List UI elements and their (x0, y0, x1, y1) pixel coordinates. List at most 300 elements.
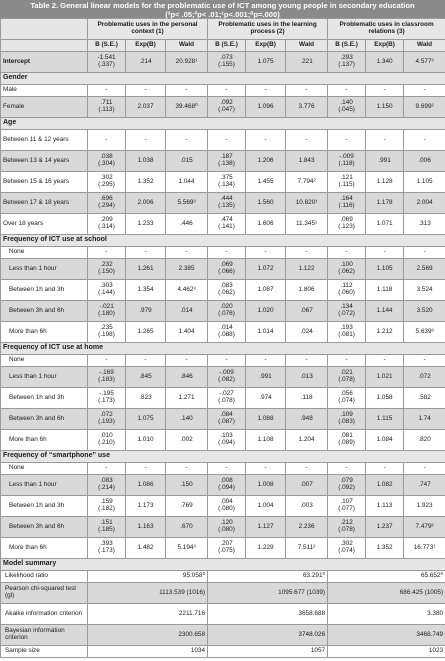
table-row (1, 388, 445, 409)
table-cell: - (88, 85, 126, 97)
table-cell: .991 (366, 151, 404, 172)
header-column: Wald (166, 40, 208, 52)
summary-value: 1095.677 (1039) (208, 583, 328, 604)
title-line-1: Table 2. General linear models for the problematic use of ICT among young people in secondary education (30, 1, 415, 10)
row-label: Between 1h and 3h (1, 496, 88, 517)
table-cell: 1.163 (126, 517, 166, 538)
row-label: Between 17 & 18 years (1, 193, 88, 214)
section-row (1, 559, 445, 571)
table-cell: 1.212 (366, 322, 404, 343)
row-label: More than 6h (1, 538, 88, 559)
header-empty-cell (1, 40, 88, 52)
table-cell: .212 (.078) (328, 517, 366, 538)
table-cell: .083 (.062) (208, 280, 246, 301)
section-row (1, 235, 445, 247)
header-column: B (S.E.) (88, 40, 126, 52)
table-cell: .823 (126, 388, 166, 409)
header-column: Wald (286, 40, 328, 52)
table-cell: 3.524 (404, 280, 445, 301)
table-cell: 2.236 (286, 517, 328, 538)
table-cell: .083 (.214) (88, 475, 126, 496)
table-cell: .010 (.210) (88, 430, 126, 451)
row-label: Likelihood ratio (1, 571, 88, 583)
table-cell: - (286, 355, 328, 367)
table-cell: - (328, 355, 366, 367)
table-cell: .979 (126, 301, 166, 322)
table-cell: .134 (.072) (328, 301, 366, 322)
table-cell: - (246, 355, 286, 367)
row-label: Akaike information criterion (1, 604, 88, 625)
header-column-row (1, 40, 445, 52)
table-cell: - (286, 85, 328, 97)
section-label: Frequency of ICT use at school (1, 235, 445, 247)
header-group-3: Problematic uses in classroom relations (3) (328, 19, 445, 40)
table-cell: .008 (.094) (208, 475, 246, 496)
table-cell: .014 (166, 301, 208, 322)
summary-value: 1113.539 (1016) (88, 583, 208, 604)
table-cell: 1.229 (246, 538, 286, 559)
table-cell: 2.006 (126, 193, 166, 214)
summary-row (1, 625, 445, 646)
table-cell: .393 (.173) (88, 538, 126, 559)
section-row (1, 118, 445, 130)
table-cell: - (88, 355, 126, 367)
table-cell: .820 (404, 430, 445, 451)
table-cell: .235 (.198) (88, 322, 126, 343)
table-cell: .159 (.182) (88, 496, 126, 517)
table-cell: .007 (286, 475, 328, 496)
header-group-2: Problematic uses in the learning process (2) (208, 19, 328, 40)
row-label: Less than 1 hour (1, 367, 88, 388)
header-column: Exp(B) (366, 40, 404, 52)
table-cell: .444 (.135) (208, 193, 246, 214)
section-row (1, 451, 445, 463)
table-row (1, 409, 445, 430)
table-cell: - (208, 130, 246, 151)
table-cell: 39.468⁰ (166, 97, 208, 118)
table-cell: 5.569³ (166, 193, 208, 214)
table-cell: .140 (166, 409, 208, 430)
table-row (1, 517, 445, 538)
table-cell: 1.038 (126, 151, 166, 172)
row-label: Between 15 & 16 years (1, 172, 88, 193)
table-cell: -.009 (.118) (328, 151, 366, 172)
section-label: Gender (1, 73, 445, 85)
summary-value: 3658.688 (208, 604, 328, 625)
table-cell: - (328, 85, 366, 97)
summary-value: 3748.026 (208, 625, 328, 646)
table-cell: .024 (286, 322, 328, 343)
table-cell: 1.923 (404, 496, 445, 517)
row-label: Male (1, 85, 88, 97)
header-column: Wald (404, 40, 445, 52)
table-cell: 1.354 (126, 280, 166, 301)
table-cell: 1.204 (286, 430, 328, 451)
table-row (1, 259, 445, 280)
table-cell: 9.699² (404, 97, 445, 118)
table-cell: .100 (.062) (328, 259, 366, 280)
table-cell: 1.482 (126, 538, 166, 559)
table-cell: 1.404 (166, 322, 208, 343)
table-cell: .079 (.092) (328, 475, 366, 496)
table-cell: 1.088 (246, 409, 286, 430)
table-cell: 1.071 (366, 214, 404, 235)
table-cell: - (88, 130, 126, 151)
table-cell: 3.776 (286, 97, 328, 118)
table-cell: .004 (.080) (208, 496, 246, 517)
table-cell: - (404, 247, 445, 259)
table-cell: .056 (.074) (328, 388, 366, 409)
table-cell: .302 (.074) (328, 538, 366, 559)
table-cell: .769 (166, 496, 208, 517)
table-cell: .021 (.078) (328, 367, 366, 388)
summary-value: 3468.749 (328, 625, 445, 646)
row-label: Bayesian information criterion (1, 625, 88, 646)
table-cell: .670 (166, 517, 208, 538)
table-cell: - (246, 463, 286, 475)
row-label: Female (1, 97, 88, 118)
table-cell: - (126, 247, 166, 259)
summary-row (1, 604, 445, 625)
table-row (1, 97, 445, 118)
table-row (1, 322, 445, 343)
table-cell: .120 (.080) (208, 517, 246, 538)
table-cell: 1.122 (286, 259, 328, 280)
table-cell: 2.037 (126, 97, 166, 118)
summary-value: 1034 (88, 646, 208, 658)
table-cell: - (404, 85, 445, 97)
table-cell: .002 (166, 430, 208, 451)
row-label: Over 18 years (1, 214, 88, 235)
table-cell: 1.087 (246, 280, 286, 301)
table-cell: - (208, 85, 246, 97)
table-cell: 1.806 (286, 280, 328, 301)
table-cell: - (328, 463, 366, 475)
table-cell: .014 (.088) (208, 322, 246, 343)
table-cell: -.009 (.082) (208, 367, 246, 388)
table-cell: 2.385 (166, 259, 208, 280)
table-cell: - (286, 130, 328, 151)
table-cell: - (366, 355, 404, 367)
table-cell: 1.082 (366, 475, 404, 496)
header-empty-cell (1, 19, 88, 40)
table-row (1, 496, 445, 517)
table-cell: .067 (286, 301, 328, 322)
table-cell: 1.206 (246, 151, 286, 172)
row-label: Less than 1 hour (1, 259, 88, 280)
table-cell: 11.345¹ (286, 214, 328, 235)
table-cell: .948 (286, 409, 328, 430)
table-cell: .221 (286, 52, 328, 73)
table-cell: - (328, 247, 366, 259)
table-row (1, 214, 445, 235)
table-cell: 1.352 (126, 172, 166, 193)
section-label: Frequency of “smartphone” use (1, 451, 445, 463)
table-cell: .582 (404, 388, 445, 409)
table-cell: - (404, 130, 445, 151)
table-row (1, 193, 445, 214)
summary-value: 2300.658 (88, 625, 208, 646)
section-row (1, 343, 445, 355)
table-cell: 1.044 (166, 172, 208, 193)
table-cell: - (208, 247, 246, 259)
table-cell: 1.233 (126, 214, 166, 235)
table-cell: .991 (246, 367, 286, 388)
table-cell: 4.462³ (166, 280, 208, 301)
row-label: Pearson chi-squared test (gl) (1, 583, 88, 604)
table-cell: .092 (.047) (208, 97, 246, 118)
table-cell: - (88, 463, 126, 475)
table-cell: - (286, 247, 328, 259)
table-cell: 1.004 (246, 496, 286, 517)
table-cell: - (166, 355, 208, 367)
summary-value: 63.291⁰ (208, 571, 328, 583)
table-cell: 1.265 (126, 322, 166, 343)
table-row (1, 151, 445, 172)
table-cell: .474 (.141) (208, 214, 246, 235)
results-table (0, 18, 445, 658)
table-cell: .164 (.116) (328, 193, 366, 214)
table-cell: .747 (404, 475, 445, 496)
table-cell: .151 (.185) (88, 517, 126, 538)
table-cell: - (166, 463, 208, 475)
table-cell: .084 (.087) (208, 409, 246, 430)
table-cell: .069 (.123) (328, 214, 366, 235)
table-cell: 1.021 (366, 367, 404, 388)
table-cell: 7.511² (286, 538, 328, 559)
table-cell: 1.173 (126, 496, 166, 517)
table-cell: 1.271 (166, 388, 208, 409)
table-cell: 1.843 (286, 151, 328, 172)
table-cell: - (126, 463, 166, 475)
header-group-row (1, 19, 445, 40)
table-cell: .696 (.294) (88, 193, 126, 214)
table-cell: 1.014 (246, 322, 286, 343)
table-cell: .081 (.089) (328, 430, 366, 451)
section-row (1, 73, 445, 85)
row-label: Between 3h and 6h (1, 301, 88, 322)
table-cell: 7.794² (286, 172, 328, 193)
row-label: More than 6h (1, 430, 88, 451)
table-cell: - (126, 130, 166, 151)
table-cell: 4.577³ (404, 52, 445, 73)
table-cell: .121 (.115) (328, 172, 366, 193)
table-cell: 1.096 (246, 97, 286, 118)
table-cell: 1.108 (246, 430, 286, 451)
row-label: None (1, 247, 88, 259)
table-row (1, 475, 445, 496)
table-cell: 1.058 (366, 388, 404, 409)
table-row (1, 367, 445, 388)
section-label: Model summary (1, 559, 445, 571)
table-cell: .193 (.081) (328, 322, 366, 343)
summary-row (1, 646, 445, 658)
row-label: Sample size (1, 646, 88, 658)
header-column: Exp(B) (246, 40, 286, 52)
row-label: Between 3h and 6h (1, 517, 88, 538)
table-cell: 1.455 (246, 172, 286, 193)
table-cell: .846 (166, 367, 208, 388)
row-label: None (1, 355, 88, 367)
table-cell: 1.340 (366, 52, 404, 73)
table-cell: - (166, 247, 208, 259)
table-cell: 2.569 (404, 259, 445, 280)
table-row (1, 130, 445, 151)
table-cell: 1.075 (126, 409, 166, 430)
table-cell: 1.150 (366, 97, 404, 118)
table-cell: .711 (.113) (88, 97, 126, 118)
table-cell: 1.113 (366, 496, 404, 517)
table-cell: .187 (.138) (208, 151, 246, 172)
table-cell: .209 (.314) (88, 214, 126, 235)
table-cell: .015 (166, 151, 208, 172)
table-cell: .150 (166, 475, 208, 496)
table-cell: .013 (286, 367, 328, 388)
table-cell: 1.178 (366, 193, 404, 214)
table-cell: .073 (.155) (208, 52, 246, 73)
table-cell: .003 (286, 496, 328, 517)
table-cell: - (88, 247, 126, 259)
table-cell: 10.820¹ (286, 193, 328, 214)
header-column: Exp(B) (126, 40, 166, 52)
table-cell: .375 (.134) (208, 172, 246, 193)
table-cell: .303 (.144) (88, 280, 126, 301)
table-cell: 5.194³ (166, 538, 208, 559)
table-row (1, 172, 445, 193)
table-cell: .232 (.150) (88, 259, 126, 280)
row-label: None (1, 463, 88, 475)
table-cell: .020 (.076) (208, 301, 246, 322)
table-cell: 1.74 (404, 409, 445, 430)
table-cell: - (126, 355, 166, 367)
row-label: Intercept (1, 52, 88, 73)
row-label: More than 6h (1, 322, 88, 343)
section-label: Frequency of ICT use at home (1, 343, 445, 355)
table-cell: .112 (.060) (328, 280, 366, 301)
table-cell: 1.075 (246, 52, 286, 73)
table-cell: .118 (286, 388, 328, 409)
table-cell: -1.541 (.337) (88, 52, 126, 73)
table-cell: 3.520 (404, 301, 445, 322)
table-cell: 1.008 (246, 475, 286, 496)
table-cell: 1.144 (366, 301, 404, 322)
table-cell: .006 (404, 151, 445, 172)
table-cell: -.195 (.173) (88, 388, 126, 409)
table-cell: 1.352 (366, 538, 404, 559)
summary-row (1, 571, 445, 583)
summary-value: 1023 (328, 646, 445, 658)
table-cell: -.021 (.180) (88, 301, 126, 322)
table-row (1, 85, 445, 97)
table-cell: - (404, 355, 445, 367)
table-row (1, 301, 445, 322)
table-cell: 1.115 (366, 409, 404, 430)
header-column: B (S.E.) (328, 40, 366, 52)
table-cell: - (166, 130, 208, 151)
table-cell: - (404, 463, 445, 475)
table-cell: 1.127 (246, 517, 286, 538)
table-cell: 1.010 (126, 430, 166, 451)
table-cell: .103 (.094) (208, 430, 246, 451)
table-cell: .072 (.193) (88, 409, 126, 430)
table-row (1, 538, 445, 559)
table-row (1, 463, 445, 475)
table-cell: 16.773¹ (404, 538, 445, 559)
table-cell: - (366, 130, 404, 151)
table-row (1, 430, 445, 451)
table-cell: - (366, 85, 404, 97)
table-cell: 5.639³ (404, 322, 445, 343)
summary-value: 2211.716 (88, 604, 208, 625)
table-row (1, 280, 445, 301)
table-cell: -.169 (.183) (88, 367, 126, 388)
table-cell: - (246, 130, 286, 151)
table-cell: 1.606 (246, 214, 286, 235)
table-cell: .446 (166, 214, 208, 235)
table-cell: .313 (404, 214, 445, 235)
summary-value: 3.380 (328, 604, 445, 625)
section-label: Age (1, 118, 445, 130)
table-row (1, 247, 445, 259)
table-cell: .140 (.045) (328, 97, 366, 118)
table-cell: 1.105 (366, 259, 404, 280)
table-cell: .072 (404, 367, 445, 388)
row-label: Between 13 & 14 years (1, 151, 88, 172)
table-cell: - (166, 85, 208, 97)
table-row (1, 52, 445, 73)
row-label: Between 3h and 6h (1, 409, 88, 430)
table-cell: 20.928¹ (166, 52, 208, 73)
row-label: Between 11 & 12 years (1, 130, 88, 151)
table-cell: - (286, 463, 328, 475)
table-cell: 1.237 (366, 517, 404, 538)
table-cell: - (328, 130, 366, 151)
table-cell: .293 (.137) (328, 52, 366, 73)
header-column: B (S.E.) (208, 40, 246, 52)
table-cell: - (208, 355, 246, 367)
table-cell: 1.118 (366, 280, 404, 301)
table-cell: 1.261 (126, 259, 166, 280)
table-cell: .845 (126, 367, 166, 388)
header-group-1: Problematic uses in the personal context (1) (88, 19, 208, 40)
table-cell: - (208, 463, 246, 475)
table-cell: 1.086 (126, 475, 166, 496)
table-cell: .214 (126, 52, 166, 73)
table-cell: -.027 (.078) (208, 388, 246, 409)
table-cell: 2.004 (404, 193, 445, 214)
row-label: Between 1h and 3h (1, 280, 88, 301)
table-cell: 1.105 (404, 172, 445, 193)
table-cell: .069 (.066) (208, 259, 246, 280)
title-line-2: (³p< .05;²p< .01;¹p<.001;⁰p=.000) (165, 10, 280, 19)
table-cell: .974 (246, 388, 286, 409)
row-label: Less than 1 hour (1, 475, 88, 496)
table-cell: .038 (.304) (88, 151, 126, 172)
table-cell: - (126, 85, 166, 97)
table-cell: .207 (.075) (208, 538, 246, 559)
table-cell: 1.560 (246, 193, 286, 214)
table-cell: 1.084 (366, 430, 404, 451)
table-cell: .107 (.077) (328, 496, 366, 517)
table-cell: 1.128 (366, 172, 404, 193)
table-cell: - (246, 247, 286, 259)
row-label: Between 1h and 3h (1, 388, 88, 409)
table-cell: 7.479² (404, 517, 445, 538)
table-title (0, 0, 445, 18)
summary-value: 95.058⁰ (88, 571, 208, 583)
summary-value: 686.425 (1005) (328, 583, 445, 604)
table-cell: 1.020 (246, 301, 286, 322)
